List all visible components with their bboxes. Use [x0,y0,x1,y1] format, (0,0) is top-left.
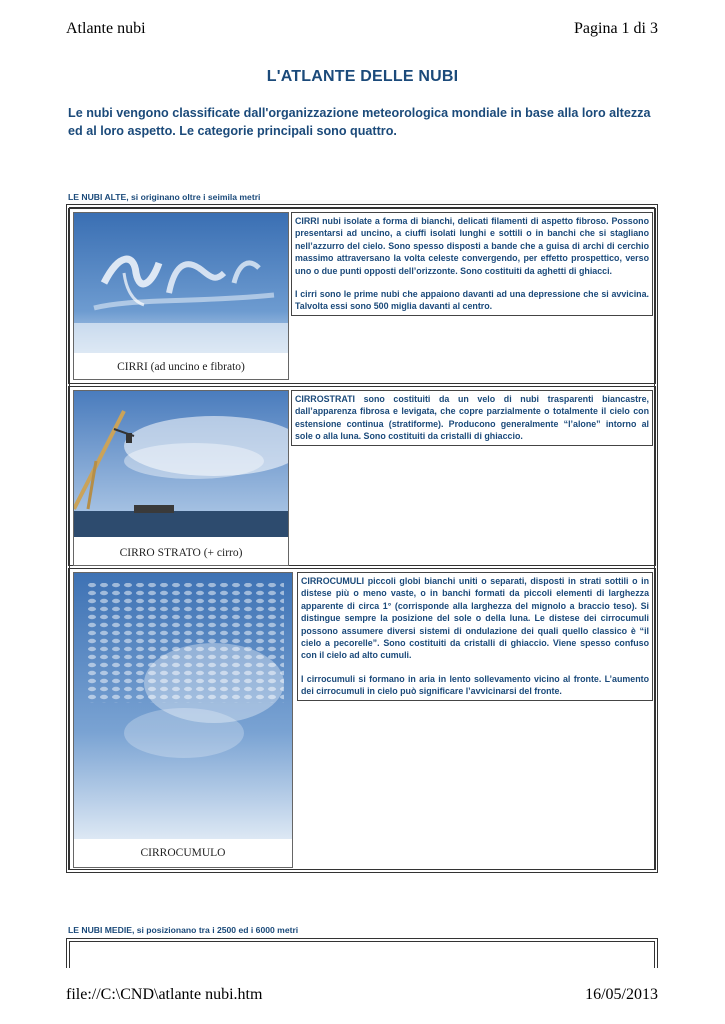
cirri-paragraph-1: CIRRI nubi isolate a forma di bianchi, delicati filamenti di aspetto fibroso. Possono presentarsi ad uncino, a ciuffi isolati lunghi e sottili o in banchi che si stagliano nell’azzurro del cielo. Sono spesso disposti a bande che a guisa di archi di cerchio massimo attraversano la volta celeste convergendo, per effetto prospettico, verso uno o due punti opposti dell’orizzonte. Sono costituiti da aghetti di ghiacci. [295,216,649,276]
cirrocumuli-paragraph-1: CIRROCUMULI piccoli globi bianchi uniti o separati, disposti in strati sottili o in distese più o meno vaste, o in banchi formati da piccoli elementi di larghezza apparente di circa 1° (corrisponde alla larghezza del mignolo a braccio teso). Si distingue sempre la posizione del sole o della luna. Le distese dei cirrocumuli possono assumere diversi sistemi di ondulazione dei quali quello classico è “il cielo a pecorelle”. Sono costituiti da cristalli di ghiaccio. Viene spesso confuso con il cielo ad alto cumuli. [301,576,649,661]
nubi-medie-table-inner-border [69,941,655,968]
cirrocumulo-sky-image [74,573,292,839]
cirrostrato-sky-image [74,391,288,537]
cirrocumuli-paragraph-2: I cirrocumuli si formano in aria in lento sollevamento vicino al fronte. L’aumento dei cirrocumuli in cielo può significare l’avvicinarsi del fronte. [301,673,649,697]
cirri-sky-image [74,213,288,353]
footer-date: 16/05/2013 [585,986,658,1003]
footer-file-path: file://C:\CND\atlante nubi.htm [66,986,263,1003]
page-title: L'ATLANTE DELLE NUBI [266,68,459,85]
cirrostrato-photo [73,390,289,566]
nubi-medie-table [66,938,658,968]
cirrocumulo-caption: CIRROCUMULO [140,847,226,859]
cirri-caption: CIRRI (ad uncino e fibrato) [117,361,245,373]
header-page-number: Pagina 1 di 3 [574,20,658,37]
cirri-description [291,212,653,316]
cirrostrati-description [291,390,653,446]
table-row-cirri [68,208,656,384]
cirrocumuli-description [297,572,653,701]
section-label-nubi-medie: LE NUBI MEDIE, si posizionano tra i 2500 ed i 6000 metri [68,925,299,935]
cirri-paragraph-2: I cirri sono le prime nubi che appaiono davanti ad una depressione che si avvicina. Talvolta essi sono 500 miglia davanti al centro. [295,289,649,312]
cirrostrato-caption: CIRRO STRATO (+ cirro) [119,547,243,559]
cirri-photo [73,212,289,380]
table-row-cirrocumuli [68,568,656,870]
intro-paragraph: Le nubi vengono classificate dall'organizzazione meteorologica mondiale in base alla loro altezza ed al loro aspetto. Le categorie principali sono quattro. [68,106,651,138]
cirrostrati-paragraph-1: CIRROSTRATI sono costituiti da un velo di nubi trasparenti biancastre, dall’apparenza fibrosa e levigata, che copre parzialmente o totalmente il cielo con estensione continua (stratiforme). Producono generalmente “l’alone” intorno al sole o alla luna. Sono costituiti da cristalli di ghiaccio. [295,394,649,442]
section-label-nubi-alte: LE NUBI ALTE, si originano oltre i seimila metri [68,192,261,202]
header-title: Atlante nubi [66,20,146,37]
table-row-cirrostrati [68,386,656,566]
cirrocumulo-photo [73,572,293,868]
